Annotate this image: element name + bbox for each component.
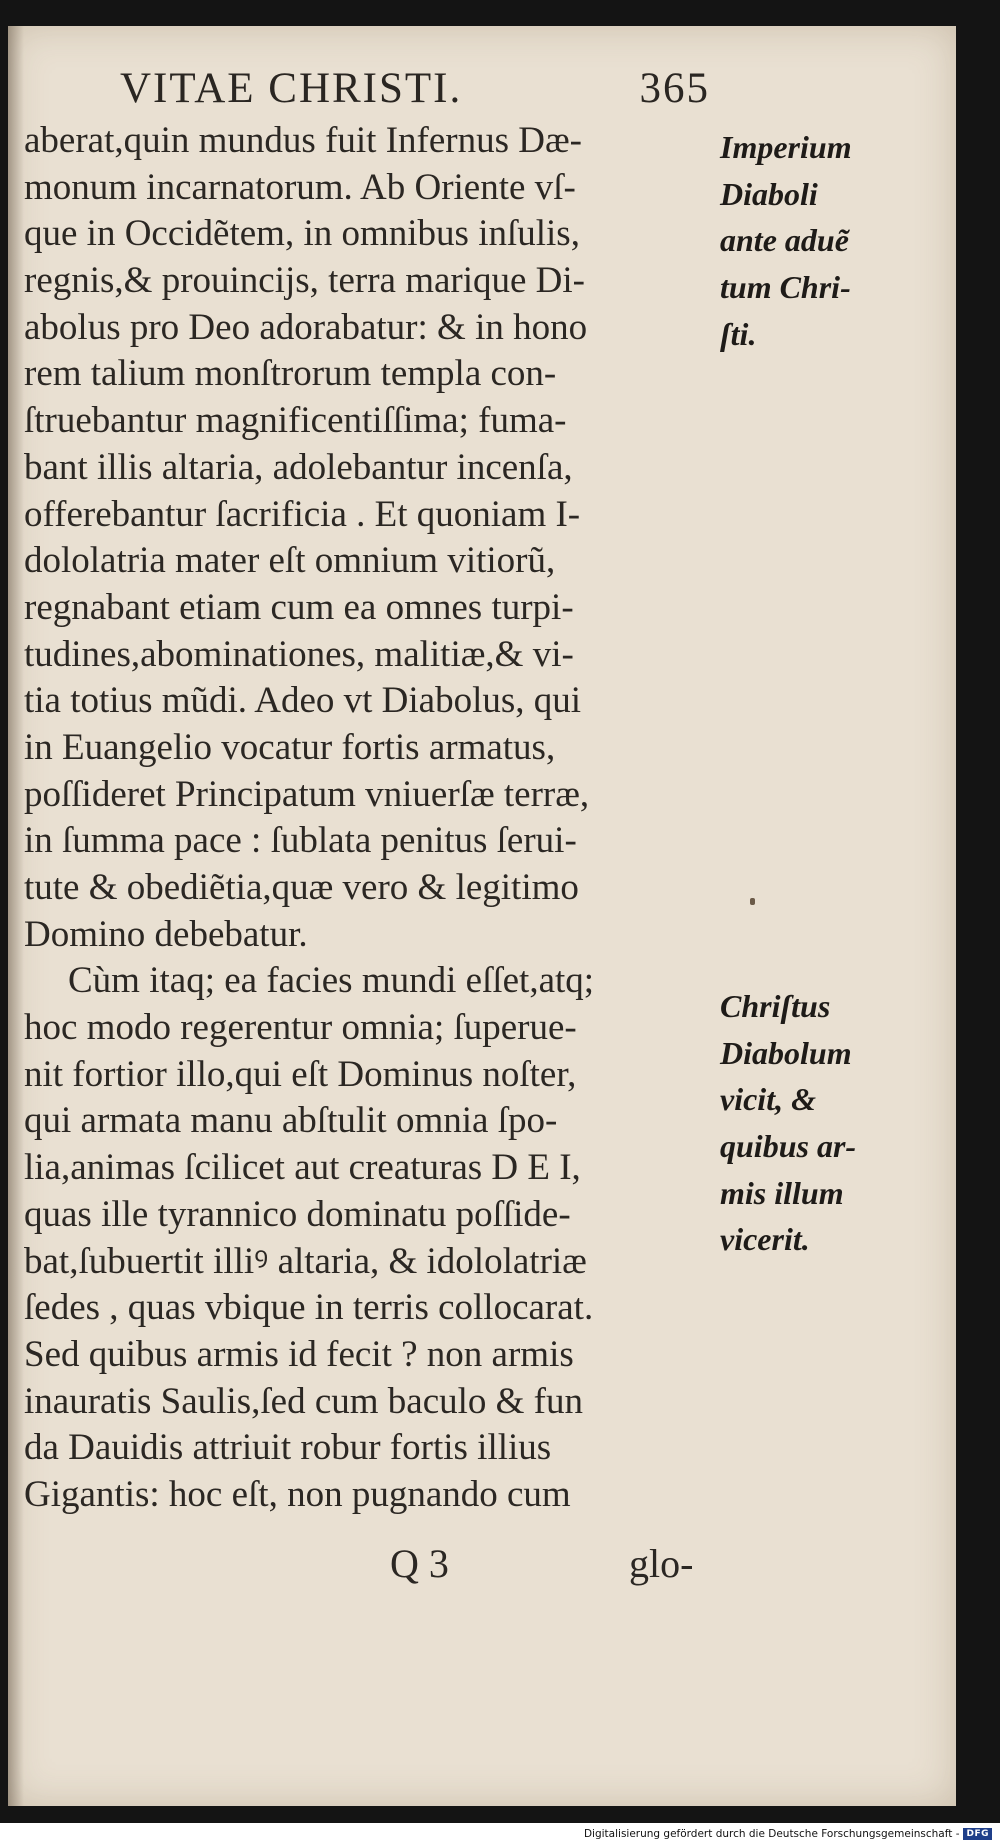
page-footer (8, 1540, 956, 1590)
text-line: quas ille tyrannico dominatu poſſide- (24, 1193, 571, 1235)
text-line: offerebantur ſacrificia . Et quoniam I- (24, 493, 581, 535)
text-line: Cùm itaq; ea facies mundi eſſet,atq; (68, 960, 595, 1002)
margin-note-line: quibus ar- (720, 1128, 857, 1165)
margin-note-line: ante aduẽ (720, 222, 849, 259)
margin-note-line: Imperium (720, 129, 852, 165)
margin-note-line: tum Chri- (720, 269, 851, 306)
margin-note-line: Diabolum (720, 1034, 852, 1071)
text-line: bant illis altaria, adolebantur incenſa, (24, 446, 573, 488)
text-line: ſedes , quas vbique in terris collocarat. (24, 1287, 594, 1329)
text-line: lia,animas ſcilicet aut creaturas D E I, (24, 1147, 581, 1189)
margin-note-line: vicit, & (720, 1081, 816, 1118)
margin-note-line: Chriſtus (720, 988, 831, 1024)
text-line: bat,ſubuertit illiꝰ altaria, & idololatriæ (24, 1240, 587, 1282)
text-line: in ſumma pace : ſublata penitus ſerui- (24, 820, 577, 862)
signature-mark: Q 3 (390, 1541, 449, 1586)
page-number: 365 (639, 65, 710, 112)
text-line: Gigantis: hoc eſt, non pugnando cum (24, 1473, 571, 1515)
margin-note-christus (720, 983, 970, 1263)
dfg-logo: DFG (963, 1828, 992, 1840)
text-line: in Euangelio vocatur fortis armatus, (24, 726, 556, 768)
running-head (120, 64, 710, 113)
book-page (8, 26, 956, 1806)
text-line: regnabant etiam cum ea omnes turpi- (24, 586, 574, 628)
text-line: tia totius mũdi. Adeo vt Diabolus, qui (24, 680, 582, 722)
digitization-credit (584, 1828, 992, 1840)
text-line: qui armata manu abſtulit omnia ſpo- (24, 1100, 558, 1142)
text-line: rem talium monſtrorum templa con- (24, 353, 557, 395)
text-line: abolus pro Deo adorabatur: & in hono (24, 306, 588, 348)
text-line: nit fortior illo,qui eſt Dominus noſter, (24, 1053, 577, 1095)
text-line: que in Occidẽtem, in omnibus inſulis, (24, 213, 580, 255)
text-line: dololatria mater eſt omnium vitiorũ, (24, 540, 556, 582)
text-line: hoc modo regerentur omnia; ſuperue- (24, 1007, 577, 1049)
text-line: poſſideret Principatum vniuerſæ terræ, (24, 773, 590, 815)
text-line: ſtruebantur magnificentiſſima; fuma- (24, 400, 567, 442)
text-line: monum incarnatorum. Ab Oriente vſ- (24, 166, 576, 208)
credit-text: Digitalisierung gefördert durch die Deutsche Forschungsgemeinschaft - (583, 1828, 960, 1840)
text-line: Domino debebatur. (24, 913, 308, 955)
text-line: da Dauidis attriuit robur fortis illius (24, 1427, 552, 1469)
paper-speck (750, 898, 755, 905)
main-text-block (24, 118, 726, 1519)
margin-note-imperium (720, 124, 970, 357)
credit-strip (0, 1823, 1000, 1843)
text-line: inauratis Saulis,ſed cum baculo & fun (24, 1380, 583, 1422)
text-line: tudines,abominationes, malitiæ,& vi- (24, 633, 574, 675)
margin-note-line: Diaboli (720, 175, 818, 212)
catchword: glo- (629, 1541, 694, 1586)
margin-note-line: ſti. (720, 315, 757, 352)
text-line: aberat,quin mundus fuit Infernus Dæ- (24, 120, 582, 161)
margin-note-line: vicerit. (720, 1221, 810, 1258)
text-line: regnis,& prouincijs, terra marique Di- (24, 260, 585, 302)
text-line: Sed quibus armis id fecit ? non armis (24, 1333, 574, 1375)
margin-note-line: mis illum (720, 1174, 844, 1211)
running-title: VITAE CHRISTI. (120, 65, 463, 112)
text-line: tute & obediẽtia,quæ vero & legitimo (24, 867, 579, 908)
